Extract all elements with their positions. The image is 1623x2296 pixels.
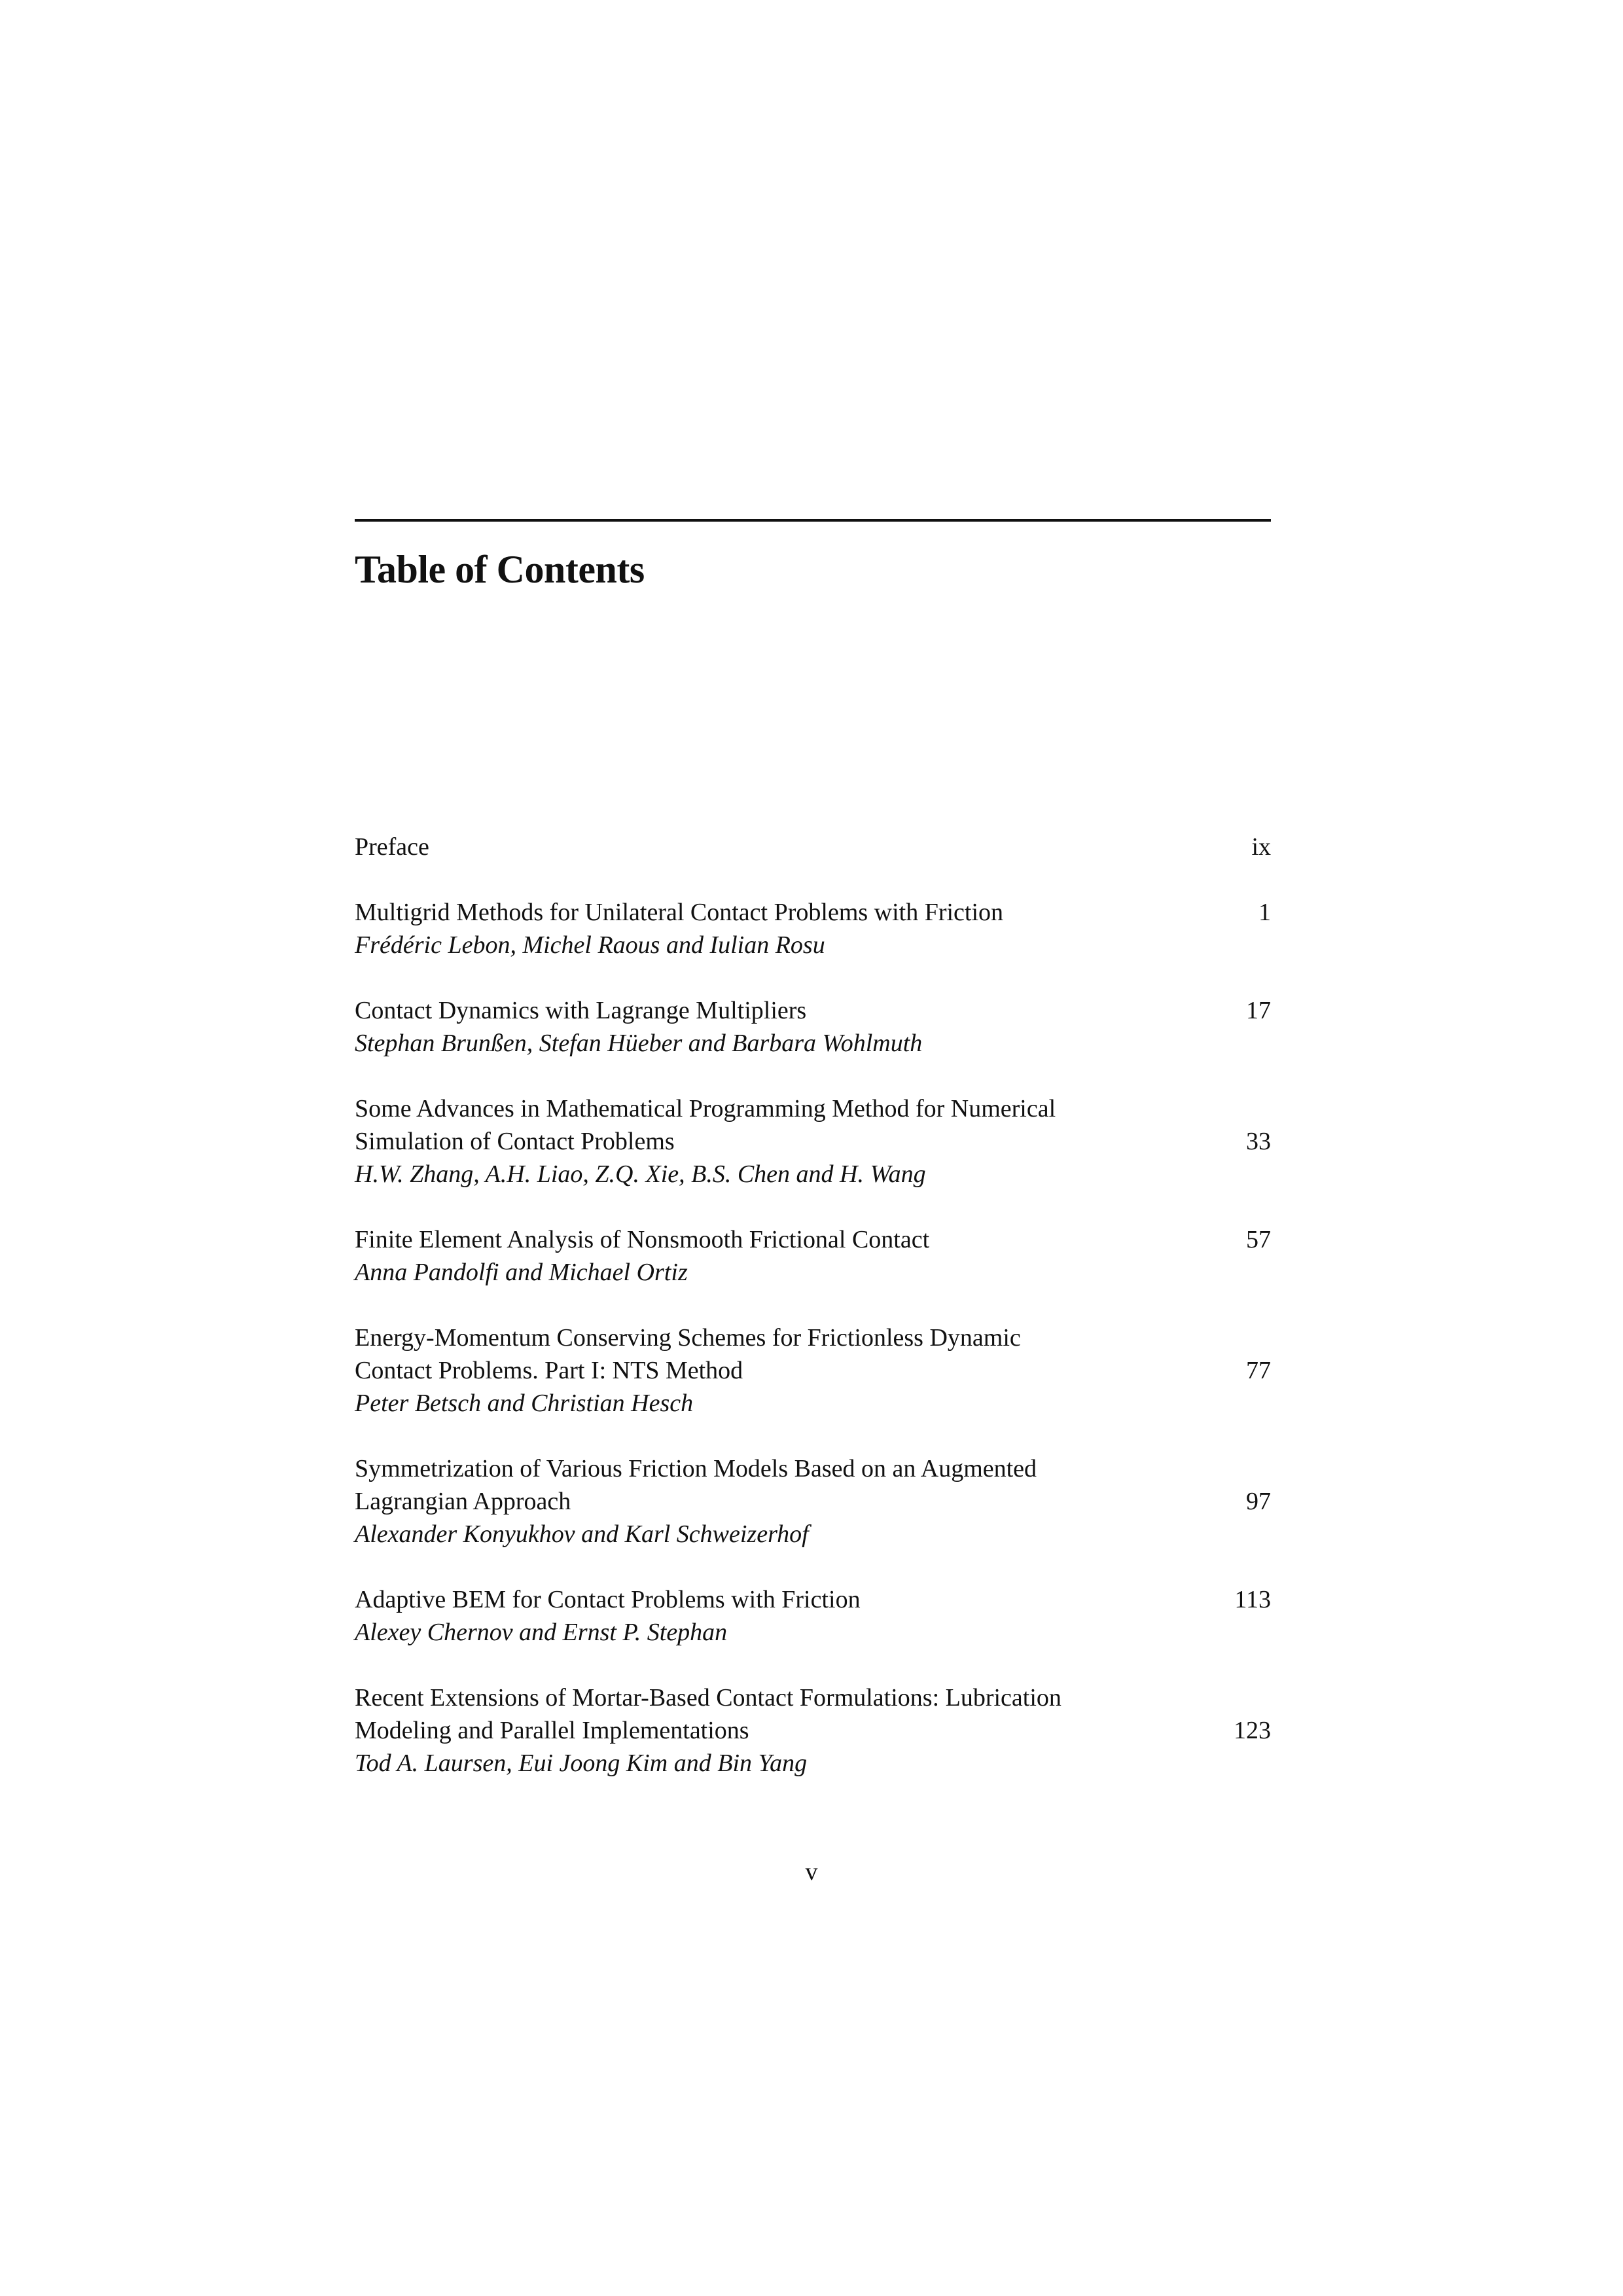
toc-entry-authors: Anna Pandolfi and Michael Ortiz	[355, 1259, 688, 1286]
toc-entry-page: 113	[1234, 1586, 1271, 1613]
toc-entry-title: Contact Dynamics with Lagrange Multipliers	[355, 997, 807, 1024]
toc-entry-title: Symmetrization of Various Friction Models Based on an Augmented	[355, 1455, 1037, 1482]
toc-entry-title: Finite Element Analysis of Nonsmooth Frictional Contact	[355, 1226, 930, 1253]
toc-entry-finite-element-analysis[interactable]	[355, 1223, 1271, 1289]
toc-entry-title-continued: Lagrangian Approach	[355, 1488, 571, 1515]
toc-entry-contact-dynamics[interactable]	[355, 994, 1271, 1060]
toc-entry-authors: Alexey Chernov and Ernst P. Stephan	[355, 1619, 728, 1646]
toc-entry-authors: H.W. Zhang, A.H. Liao, Z.Q. Xie, B.S. Chen and H. Wang	[355, 1160, 926, 1188]
toc-entry-page: 1	[1258, 899, 1271, 926]
toc-entry-page: 17	[1246, 997, 1271, 1024]
toc-entry-title: Adaptive BEM for Contact Problems with Friction	[355, 1586, 861, 1613]
header-rule	[355, 519, 1271, 522]
toc-entry-page: 77	[1246, 1357, 1271, 1384]
toc-entry-title: Recent Extensions of Mortar-Based Contact Formulations: Lubrication	[355, 1684, 1061, 1712]
toc-entry-symmetrization[interactable]	[355, 1452, 1271, 1551]
page-number: v	[805, 1858, 818, 1886]
toc-entry-adaptive-bem[interactable]	[355, 1583, 1271, 1649]
toc-entry-energy-momentum[interactable]	[355, 1321, 1271, 1420]
toc-entry-title-continued: Modeling and Parallel Implementations	[355, 1717, 749, 1744]
table-of-contents	[355, 831, 1271, 1780]
toc-entry-page: 97	[1246, 1488, 1271, 1515]
toc-entry-authors: Peter Betsch and Christian Hesch	[355, 1390, 694, 1417]
toc-entry-title: Energy-Momentum Conserving Schemes for Frictionless Dynamic	[355, 1324, 1021, 1352]
toc-entry-title-continued: Contact Problems. Part I: NTS Method	[355, 1357, 743, 1384]
toc-entry-mortar-based-contact[interactable]	[355, 1681, 1271, 1780]
page-title: Table of Contents	[355, 548, 645, 591]
toc-entry-mathematical-programming[interactable]	[355, 1092, 1271, 1191]
toc-entry-preface[interactable]	[355, 831, 1271, 863]
toc-entry-multigrid-methods[interactable]	[355, 896, 1271, 961]
toc-entry-page: 123	[1234, 1717, 1271, 1744]
toc-entry-title: Preface	[355, 833, 429, 861]
toc-entry-authors: Tod A. Laursen, Eui Joong Kim and Bin Yang	[355, 1749, 808, 1777]
toc-entry-page: 33	[1246, 1128, 1271, 1155]
toc-entry-title-continued: Simulation of Contact Problems	[355, 1128, 675, 1155]
toc-entry-authors: Frédéric Lebon, Michel Raous and Iulian Rosu	[355, 931, 825, 959]
toc-entry-page: 57	[1246, 1226, 1271, 1253]
toc-entry-authors: Alexander Konyukhov and Karl Schweizerhof	[355, 1520, 809, 1548]
toc-entry-page: ix	[1251, 833, 1271, 861]
toc-entry-title: Some Advances in Mathematical Programming Method for Numerical	[355, 1095, 1056, 1122]
toc-entry-title: Multigrid Methods for Unilateral Contact Problems with Friction	[355, 899, 1004, 926]
toc-entry-authors: Stephan Brunßen, Stefan Hüeber and Barbara Wohlmuth	[355, 1030, 923, 1057]
